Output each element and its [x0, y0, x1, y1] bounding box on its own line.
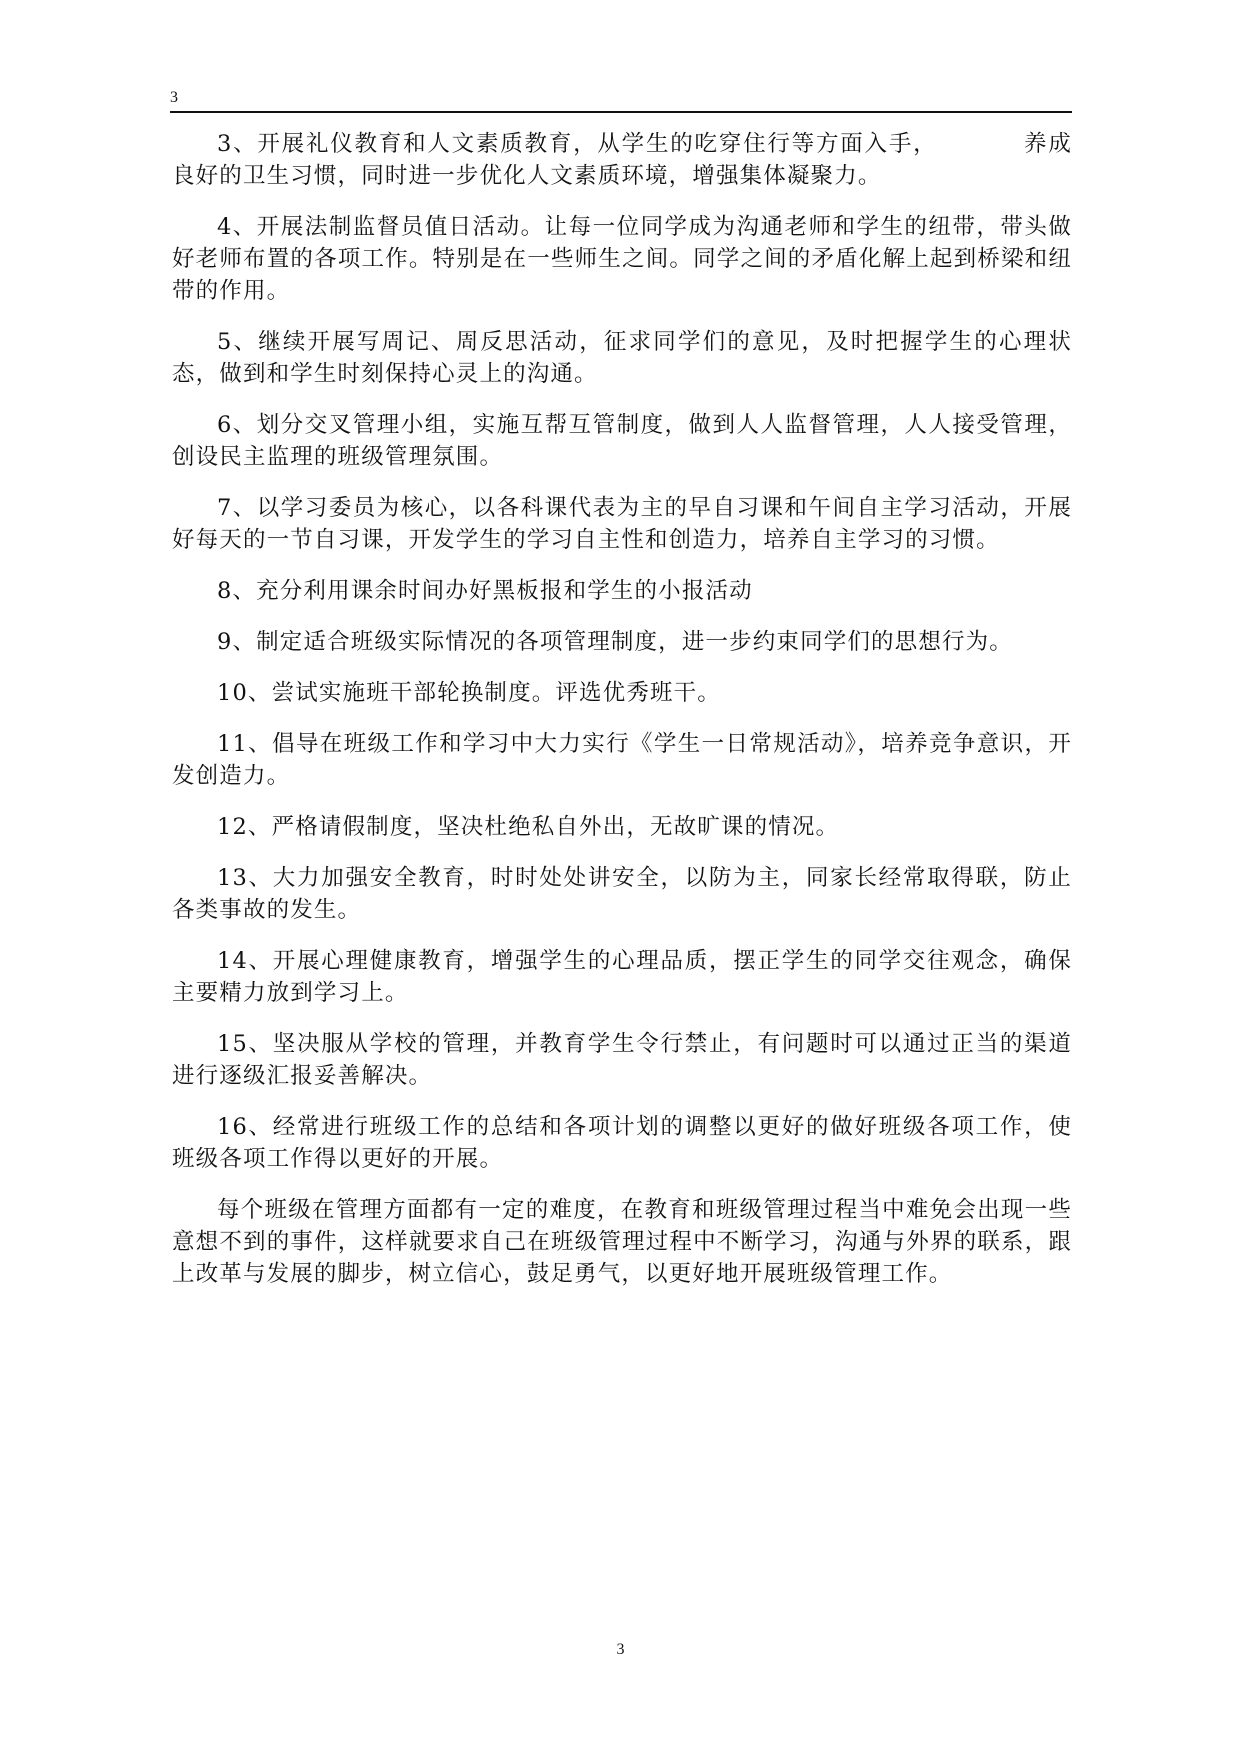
- header-divider: [170, 111, 1072, 113]
- document-body: [172, 128, 1072, 1309]
- paragraph-5: 5、继续开展写周记、周反思活动，征求同学们的意见，及时把握学生的心理状态，做到和学生时刻保持心灵上的沟通。: [172, 329, 1072, 387]
- paragraph-3-head: 3、开展礼仪教育和人文素质教育，从学生的吃穿住行等方面入手，: [217, 131, 938, 157]
- footer-page-number: 3: [616, 1641, 625, 1658]
- paragraph-3: [172, 128, 1072, 192]
- paragraph-4: 4、开展法制监督员值日活动。让每一位同学成为沟通老师和学生的纽带，带头做好老师布置的各项工作。特别是在一些师生之间。同学之间的矛盾化解上起到桥梁和纽带的作用。: [172, 214, 1072, 304]
- paragraph-6: 6、划分交叉管理小组，实施互帮互管制度，做到人人监督管理，人人接受管理，创设民主监理的班级管理氛围。: [172, 412, 1072, 470]
- paragraph-16: 16、经常进行班级工作的总结和各项计划的调整以更好的做好班级各项工作，使班级各项工作得以更好的开展。: [172, 1114, 1072, 1172]
- paragraph-9: 9、制定适合班级实际情况的各项管理制度，进一步约束同学们的思想行为。: [217, 629, 1013, 655]
- paragraph-11: 11、倡导在班级工作和学习中大力实行《学生一日常规活动》，培养竞争意识，开发创造力。: [172, 731, 1072, 789]
- paragraph-15: 15、坚决服从学校的管理，并教育学生令行禁止，有问题时可以通过正当的渠道进行逐级汇报妥善解决。: [172, 1031, 1072, 1089]
- paragraph-3-tail: 养成良好的卫生习惯，同时进一步优化人文素质环境，增强集体凝聚力。: [172, 131, 1072, 189]
- paragraph-conclusion: 每个班级在管理方面都有一定的难度，在教育和班级管理过程当中难免会出现一些意想不到的事件，这样就要求自己在班级管理过程中不断学习，沟通与外界的联系，跟上改革与发展的脚步，树立信心，鼓足勇气，以更好地开展班级管理工作。: [172, 1197, 1072, 1287]
- paragraph-7: 7、以学习委员为核心，以各科课代表为主的早自习课和午间自主学习活动，开展好每天的一节自习课，开发学生的学习自主性和创造力，培养自主学习的习惯。: [172, 495, 1072, 553]
- paragraph-14: 14、开展心理健康教育，增强学生的心理品质，摆正学生的同学交往观念，确保主要精力放到学习上。: [172, 948, 1072, 1006]
- paragraph-8: 8、充分利用课余时间办好黑板报和学生的小报活动: [217, 578, 753, 604]
- paragraph-12: 12、严格请假制度，坚决杜绝私自外出，无故旷课的情况。: [217, 814, 840, 840]
- header-page-number: 3: [170, 89, 178, 106]
- paragraph-10: 10、尝试实施班干部轮换制度。评选优秀班干。: [217, 680, 721, 706]
- paragraph-13: 13、大力加强安全教育，时时处处讲安全，以防为主，同家长经常取得联，防止各类事故的发生。: [172, 865, 1072, 923]
